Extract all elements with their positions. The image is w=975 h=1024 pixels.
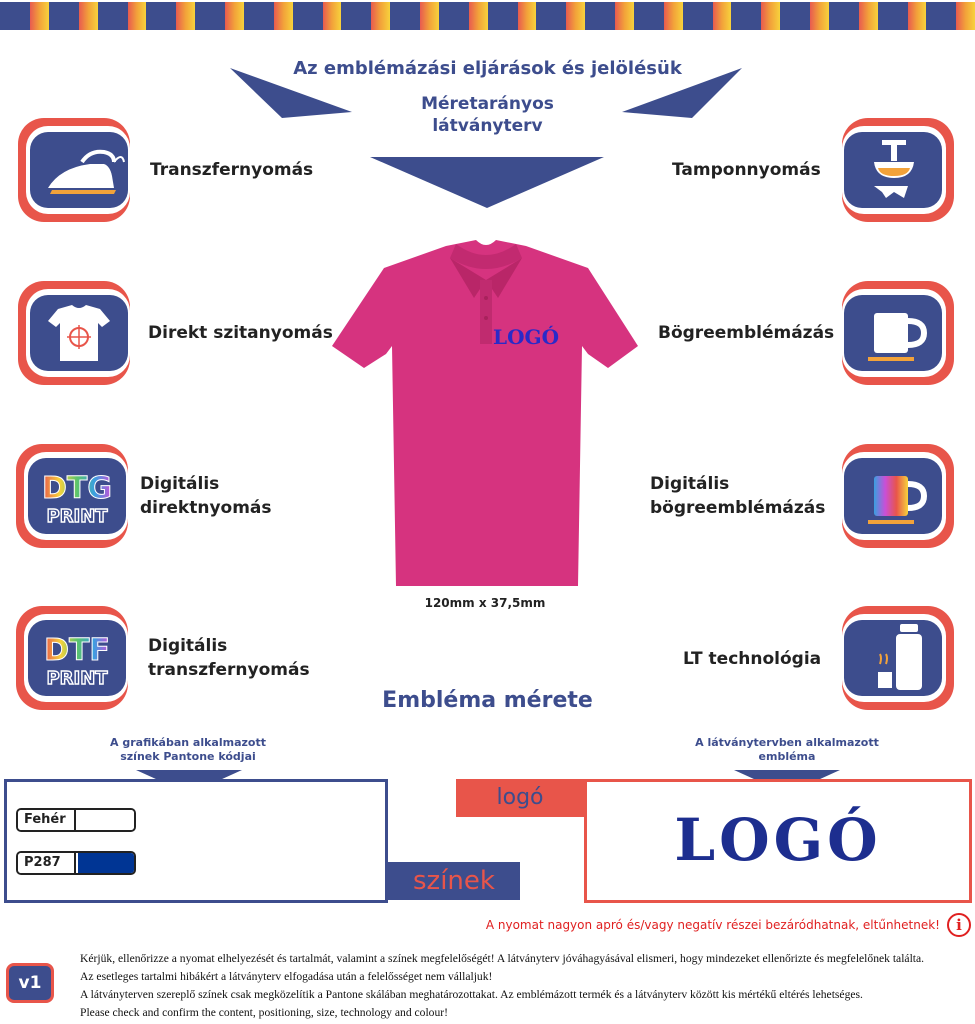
dtg-print-icon <box>28 458 126 534</box>
transfer-print-badge <box>18 118 130 222</box>
emblem-size-label: Embléma mérete <box>382 688 593 713</box>
footer-line: A látványterven szereplő színek csak megközelítik a Pantone skálában meghatározottakat. Az emblémázott termék és a látványterv között kis mértékű eltérés lehetséges. <box>80 988 863 1001</box>
method-mug-label: Bögreemblémázás <box>658 323 835 343</box>
digital-mug-badge <box>842 444 954 548</box>
method-dtf-label-2: transzfernyomás <box>148 660 310 680</box>
method-transfer-label: Transzfernyomás <box>150 160 314 180</box>
svg-text:PRINT: PRINT <box>46 506 108 527</box>
pantone-colors-panel <box>4 779 388 903</box>
info-icon: i <box>947 913 971 937</box>
method-digital-mug-label-2: bögreemblémázás <box>650 498 826 518</box>
emblem-logo: LOGÓ <box>674 806 882 874</box>
digital-mug-icon <box>844 458 942 534</box>
footer-line: Please check and confirm the content, positioning, size, technology and colour! <box>80 1006 448 1019</box>
swatch-p287 <box>16 851 136 875</box>
logo-tab: logó <box>456 779 584 817</box>
polo-shirt-mockup <box>326 236 646 592</box>
footer-line: Az esetleges tartalmi hibákért a látványterv elfogadása után a felelősséget nem vállaljuk! <box>80 970 493 983</box>
iron-icon <box>30 132 128 208</box>
method-pad-label: Tamponnyomás <box>672 160 821 180</box>
colors-tab: színek <box>388 862 520 900</box>
method-dtg-label-2: direktnyomás <box>140 498 272 518</box>
tshirt-target-icon <box>30 295 128 371</box>
swatch-fill <box>78 853 134 873</box>
dtf-print-icon <box>28 620 126 696</box>
method-dtg-label-1: Digitális <box>140 474 220 494</box>
pad-print-icon <box>844 132 942 208</box>
version-badge: v1 <box>6 963 54 1003</box>
method-lt-label: LT technológia <box>683 649 822 669</box>
colors-caption-1: A grafikában alkalmazott <box>110 736 266 749</box>
mug-badge <box>842 281 954 385</box>
thermos-icon <box>844 620 942 696</box>
swatch-name: P287 <box>18 853 76 873</box>
svg-text:PRINT: PRINT <box>46 668 108 689</box>
dtg-badge <box>16 444 128 548</box>
logo-caption-1: A látványtervben alkalmazott <box>695 736 879 749</box>
svg-text:DTG: DTG <box>42 471 112 506</box>
logo-caption-2: embléma <box>758 750 816 763</box>
subtitle-line-2: látványterv <box>432 116 543 136</box>
method-dtf-label-1: Digitális <box>148 636 228 656</box>
screen-print-badge <box>18 281 130 385</box>
shirt-logo-text: LOGÓ <box>493 325 559 349</box>
colors-caption-2: színek Pantone kódjai <box>120 750 256 763</box>
pad-print-badge <box>842 118 954 222</box>
method-digital-mug-label-1: Digitális <box>650 474 730 494</box>
footer-notes <box>80 950 973 1022</box>
warning-text: A nyomat nagyon apró és/vagy negatív részei bezáródhatnak, eltűnhetnek! <box>485 918 940 932</box>
swatch-name: Fehér <box>18 810 76 830</box>
subtitle-line-1: Méretarányos <box>421 94 554 114</box>
footer-line: Kérjük, ellenőrizze a nyomat elhelyezését és tartalmát, valamint a színek megfelelőségét! A látványterv jóváhagyásával elismeri, hogy mindezeket ellenőrizte és megfelelőnek találta. <box>80 952 925 965</box>
logo-dimensions: 120mm x 37,5mm <box>424 596 546 610</box>
swatch-fill <box>78 810 134 830</box>
swatch-white <box>16 808 136 832</box>
svg-text:DTF: DTF <box>44 633 110 668</box>
mug-icon <box>844 295 942 371</box>
page-title: Az emblémázási eljárások és jelölésük <box>293 58 682 79</box>
method-screen-label: Direkt szitanyomás <box>148 323 333 343</box>
